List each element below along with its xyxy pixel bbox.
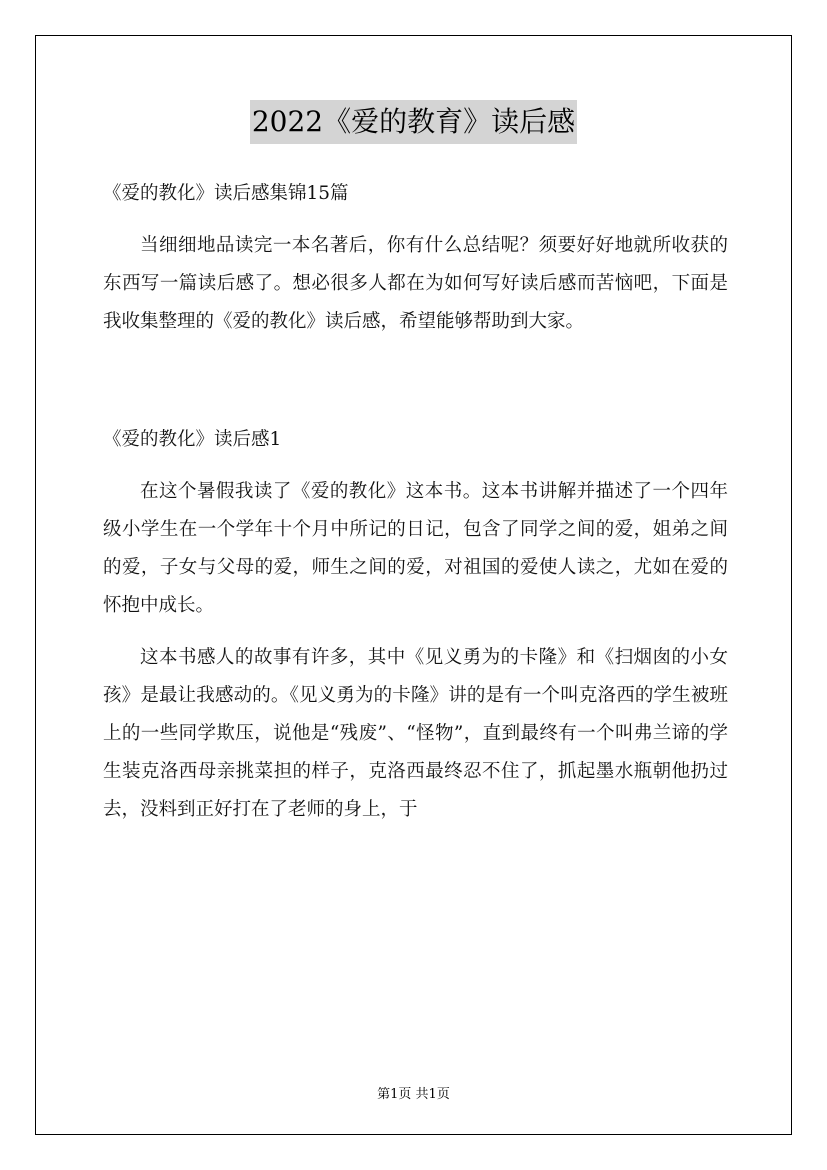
section1-paragraph-2: 这本书感人的故事有许多，其中《见义勇为的卡隆》和《扫烟囱的小女孩》是最让我感动的。《见义勇为的卡隆》讲的是有一个叫克洛西的学生被班上的一些同学欺压，说他是“残废”、“怪物”，直到最终有一个叫弗兰谛的学生装克洛西母亲挑菜担的样子，克洛西最终忍不住了，抓起墨水瓶朝他扔过去，没料到正好打在了老师的身上，于 (103, 647, 728, 820)
document-body (103, 175, 728, 829)
document-title: 2022《爱的教育》读后感 (250, 100, 577, 144)
gap (103, 459, 728, 473)
section1-heading: 《爱的教化》读后感1 (103, 429, 282, 450)
page-footer: 第1页 共1页 (377, 1087, 450, 1102)
section1-paragraph-1: 在这个暑假我读了《爱的教化》这本书。这本书讲解并描述了一个四年级小学生在一个学年十个月中所记的日记，包含了同学之间的爱，姐弟之间的爱，子女与父母的爱，师生之间的爱，对祖国的爱使人读之，尤如在爱的怀抱中成长。 (103, 481, 728, 616)
section-spacer (103, 341, 728, 421)
collection-heading: 《爱的教化》读后感集锦15篇 (103, 183, 349, 204)
gap (103, 213, 728, 227)
gap (103, 625, 728, 639)
title-container (0, 100, 827, 144)
intro-paragraph: 当细细地品读完一本名著后，你有什么总结呢？须要好好地就所收获的东西写一篇读后感了。想必很多人都在为如何写好读后感而苦恼吧，下面是我收集整理的《爱的教化》读后感，希望能够帮助到大家。 (103, 235, 728, 332)
